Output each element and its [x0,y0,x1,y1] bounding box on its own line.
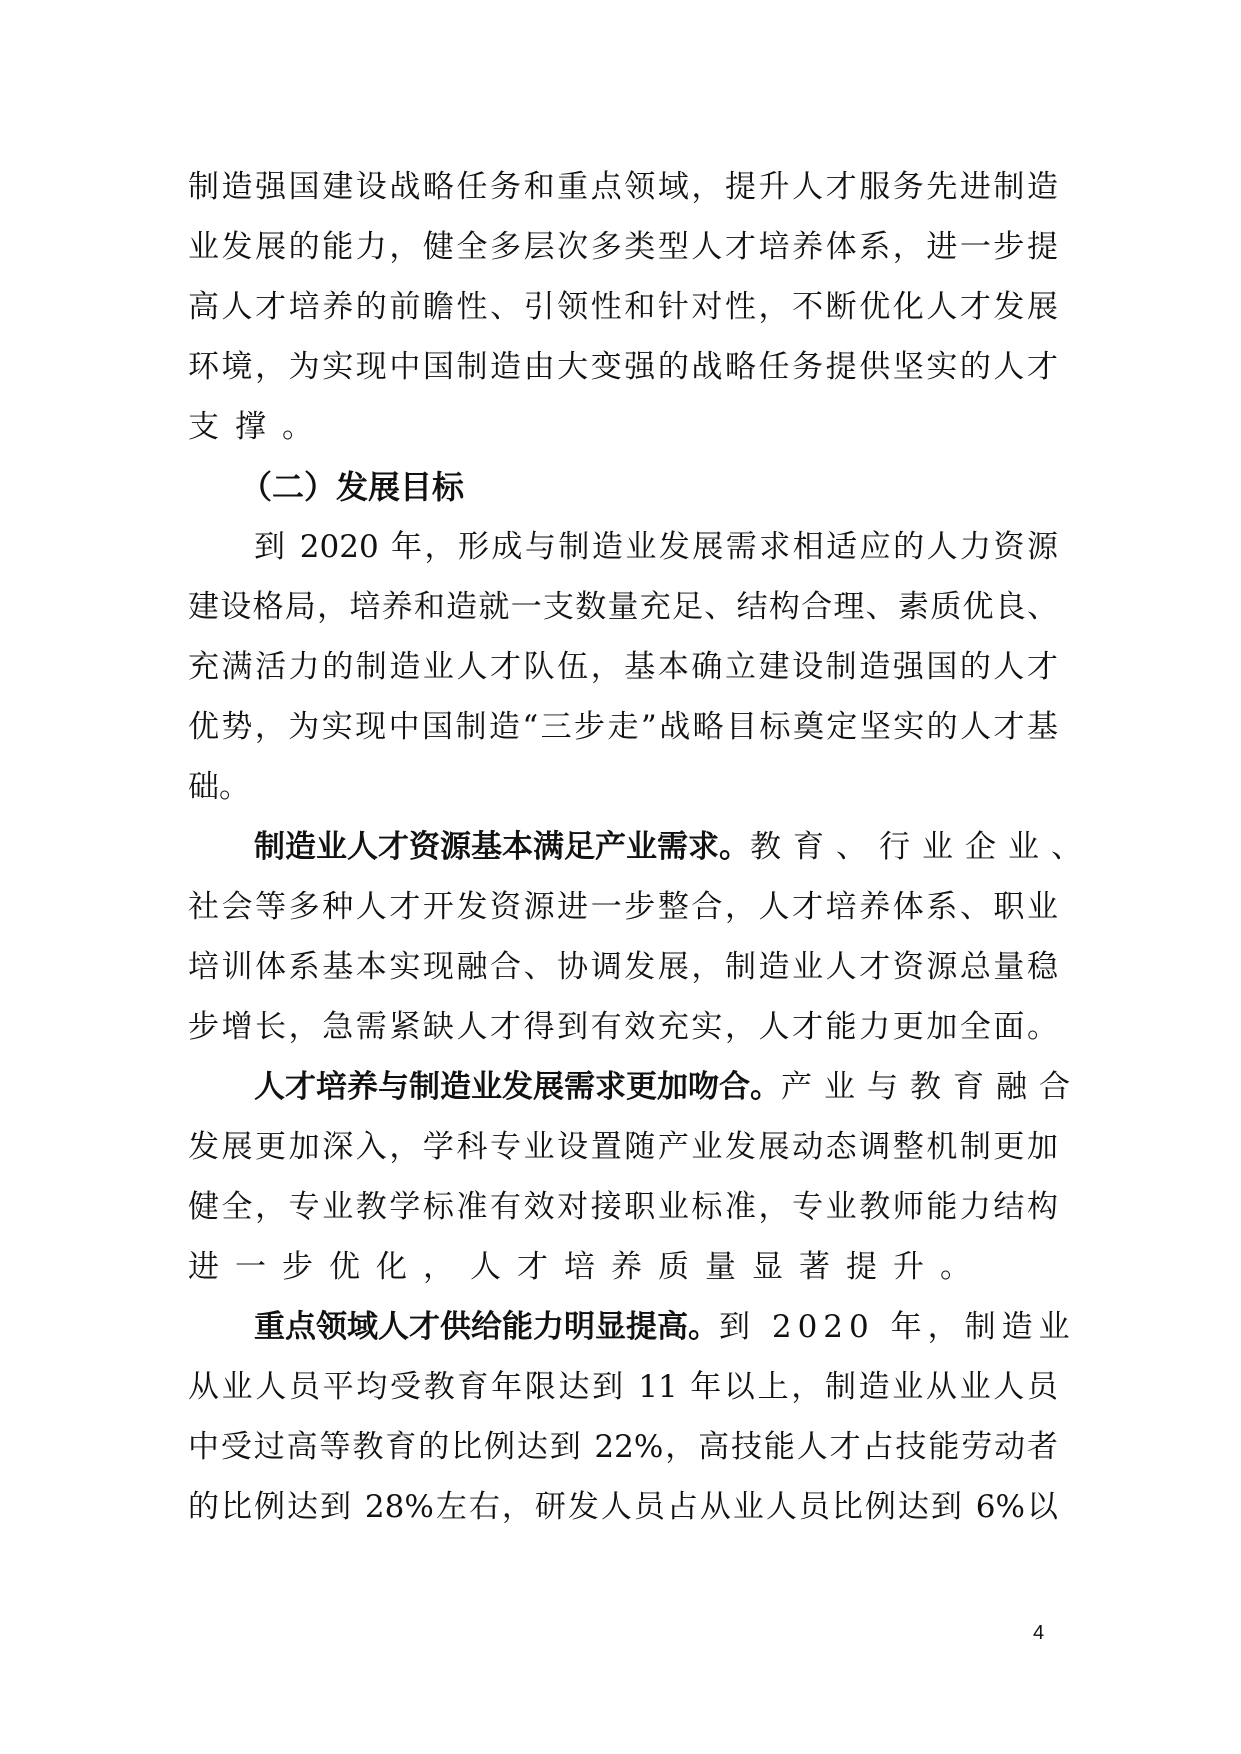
text-line: 步增长，急需紧缺人才得到有效充实，人才能力更加全面。 [188,1009,1058,1045]
paragraph-lead: 制造业人才资源基本满足产业需求。 [254,829,750,865]
text-line: 建设格局，培养和造就一支数量充足、结构合理、素质优良、 [188,589,1058,625]
text-line: 优势，为实现中国制造“三步走”战略目标奠定坚实的人才基 [188,709,1058,745]
text-line: 发展更加深入，学科专业设置随产业发展动态调整机制更加 [188,1129,1058,1165]
text-line: 充满活力的制造业人才队伍，基本确立建设制造强国的人才 [188,649,1058,685]
text-run: 产业与教育融合 [781,1069,1082,1105]
text-line: 业发展的能力，健全多层次多类型人才培养体系，进一步提 [188,229,1058,265]
text-line: 高人才培养的前瞻性、引领性和针对性，不断优化人才发展 [188,289,1058,325]
paragraph-lead: 人才培养与制造业发展需求更加吻合。 [254,1069,781,1105]
text-run: 教育、行业企业、 [750,829,1094,865]
paragraph-lead: 重点领域人才供给能力明显提高。 [254,1309,719,1345]
text-line: 健全，专业教学标准有效对接职业标准，专业教师能力结构 [188,1189,1058,1225]
text-line: 环境，为实现中国制造由大变强的战略任务提供坚实的人才 [188,349,1058,385]
text-line: 社会等多种人才开发资源进一步整合，人才培养体系、职业 [188,889,1058,925]
text-line: 培训体系基本实现融合、协调发展，制造业人才资源总量稳 [188,949,1058,985]
text-line: 础。 [188,769,250,805]
text-line: 支撑。 [188,409,329,445]
paragraph-lead-line [254,1067,1082,1107]
text-run: 到 2020 年，制造业 [719,1309,1076,1345]
paragraph-lead-line [254,1307,1076,1347]
text-line: 进一步优化，人才培养质量显著提升。 [188,1249,987,1285]
page-number: 4 [1033,1622,1045,1644]
text-line: 制造强国建设战略任务和重点领域，提升人才服务先进制造 [188,169,1058,205]
text-line: 中受过高等教育的比例达到 22%，高技能人才占技能劳动者 [188,1429,1058,1465]
text-line: 从业人员平均受教育年限达到 11 年以上，制造业从业人员 [188,1369,1058,1405]
text-line: 的比例达到 28%左右，研发人员占从业人员比例达到 6%以 [188,1489,1058,1525]
section-heading: （二）发展目标 [240,468,465,506]
text-line: 到 2020 年，形成与制造业发展需求相适应的人力资源 [254,529,1058,565]
paragraph-lead-line [254,827,1094,867]
